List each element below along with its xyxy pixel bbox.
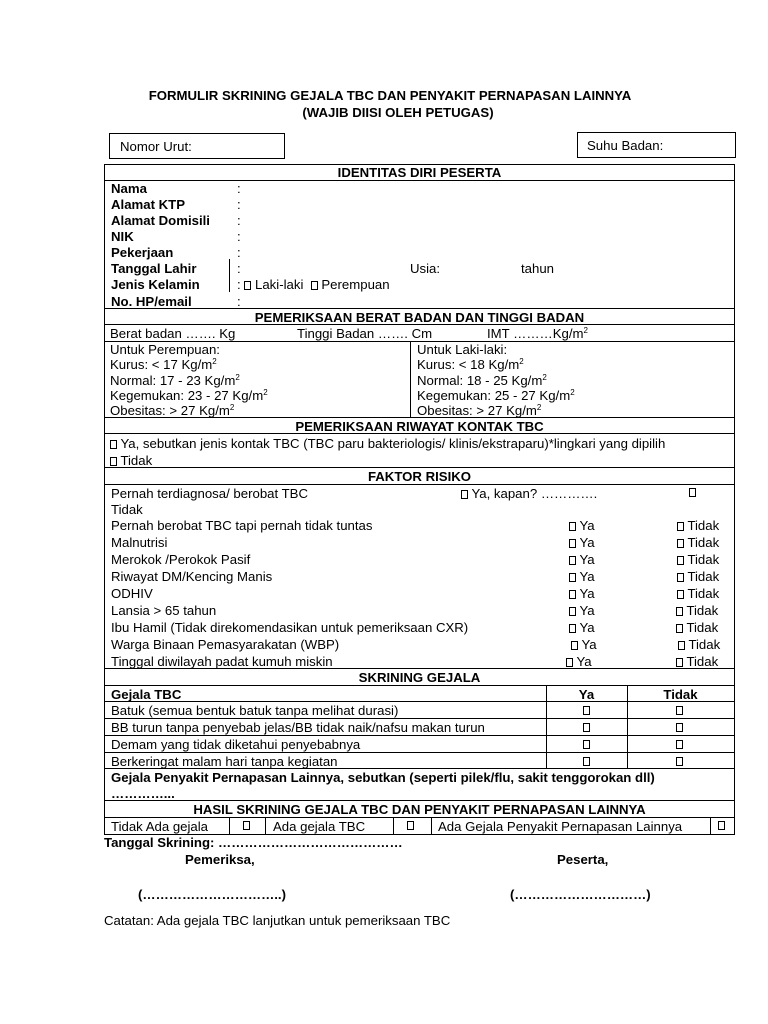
risiko-tidak-label: Tidak xyxy=(686,603,719,618)
identitas-header: IDENTITAS DIRI PESERTA xyxy=(337,165,502,180)
risiko-label: ODHIV xyxy=(111,586,153,601)
gejala-lain-line2[interactable]: …………... xyxy=(111,786,175,801)
kontak-ya-checkbox[interactable] xyxy=(110,440,117,449)
tanggal-skrining[interactable]: Tanggal Skrining: …………………………………… xyxy=(104,835,403,850)
risiko-tidak-label: Tidak xyxy=(687,552,720,567)
hasil-opt1-checkbox[interactable] xyxy=(243,821,250,830)
laki-kurus-text: Kurus: < 18 Kg/m xyxy=(417,357,520,372)
risiko-tidak-option xyxy=(678,638,720,651)
risiko-tidak-option xyxy=(677,519,719,532)
hasil-opt2-label: Ada gejala TBC xyxy=(273,819,366,834)
kontak-header: PEMERIKSAAN RIWAYAT KONTAK TBC xyxy=(295,419,544,434)
form-subtitle: (WAJIB DIISI OLEH PETUGAS) xyxy=(302,105,494,120)
gejala-tidak-checkbox[interactable] xyxy=(676,740,683,749)
risiko-tidak-checkbox[interactable] xyxy=(676,607,683,616)
risiko-ya-label: Ya xyxy=(581,637,597,652)
risiko-tidak-option xyxy=(676,604,718,617)
hasil-header: HASIL SKRINING GEJALA TBC DAN PENYAKIT PERNAPASAN LAINNYA xyxy=(193,802,646,817)
laki-normal xyxy=(417,374,547,387)
imt-field[interactable] xyxy=(487,327,588,340)
risiko-tidak-label: Tidak xyxy=(686,654,719,669)
risiko-tidak-checkbox[interactable] xyxy=(677,573,684,582)
risiko-ya-option xyxy=(569,536,595,549)
sup: 2 xyxy=(519,357,524,366)
gejala-col-tidak: Tidak xyxy=(663,687,698,702)
tahun-label: tahun xyxy=(521,261,555,276)
risiko-tidak-checkbox[interactable] xyxy=(676,624,683,633)
form-title: FORMULIR SKRINING GEJALA TBC DAN PENYAKIT PERNAPASAN LAINNYA xyxy=(148,88,632,103)
laki-laki-label: Laki-laki xyxy=(255,277,304,292)
peserta-label: Peserta, xyxy=(557,852,609,867)
laki-gemuk-text: Kegemukan: 25 - 27 Kg/m xyxy=(417,388,571,403)
risiko-label: Pernah berobat TBC tapi pernah tidak tuntas xyxy=(111,518,373,533)
nomor-urut-field[interactable] xyxy=(109,133,285,159)
laki-obes-text: Obesitas: > 27 Kg/m xyxy=(417,403,537,418)
sup: 2 xyxy=(263,388,268,397)
hasil-opt3-label: Ada Gejala Penyakit Pernapasan Lainnya xyxy=(438,819,683,834)
berat-badan-field[interactable]: Berat badan ……. Kg xyxy=(110,326,236,341)
risiko-ya-label: Ya xyxy=(576,654,592,669)
perempuan-title: Untuk Perempuan: xyxy=(110,342,220,357)
gejala-tidak-checkbox[interactable] xyxy=(676,757,683,766)
tanggal-lahir-field[interactable]: : xyxy=(237,261,241,276)
risiko-ya-checkbox[interactable] xyxy=(569,556,576,565)
risiko-ya-checkbox[interactable] xyxy=(569,539,576,548)
laki-laki-checkbox[interactable] xyxy=(244,281,251,290)
sup: 2 xyxy=(235,373,240,382)
laki-gemuk xyxy=(417,389,575,402)
perempuan-gemuk xyxy=(110,389,268,402)
risiko-first-ya-checkbox[interactable] xyxy=(461,490,468,499)
perempuan-gemuk-text: Kegemukan: 23 - 27 Kg/m xyxy=(110,388,264,403)
perempuan-normal-text: Normal: 17 - 23 Kg/m xyxy=(110,373,236,388)
pemeriksa-label: Pemeriksa, xyxy=(185,852,255,867)
perempuan-obes xyxy=(110,404,234,417)
gejala-label: Berkeringat malam hari tanpa kegiatan xyxy=(111,754,338,769)
risiko-first-label: Pernah terdiagnosa/ berobat TBC xyxy=(111,486,308,501)
risiko-tidak-option xyxy=(676,655,718,668)
risiko-first-tidak-label: Tidak xyxy=(111,502,143,517)
pekerjaan-label: Pekerjaan xyxy=(111,245,174,260)
risiko-ya-option xyxy=(569,621,595,634)
risiko-tidak-checkbox[interactable] xyxy=(676,658,683,667)
gejala-label: BB turun tanpa penyebab jelas/BB tidak naik/nafsu makan turun xyxy=(111,720,485,735)
risiko-tidak-checkbox[interactable] xyxy=(677,522,684,531)
kontak-ya-label: Ya, sebutkan jenis kontak TBC (TBC paru bakteriologis/ klinis/ekstraparu)*lingkari yang dipilih xyxy=(120,436,666,451)
risiko-tidak-option xyxy=(677,536,719,549)
risiko-ya-checkbox[interactable] xyxy=(569,607,576,616)
risiko-header: FAKTOR RISIKO xyxy=(367,469,472,484)
bb-header: PEMERIKSAAN BERAT BADAN DAN TINGGI BADAN xyxy=(254,310,585,325)
imt-sup: 2 xyxy=(583,326,588,335)
risiko-first-ya-label: Ya, kapan? …………. xyxy=(471,486,598,501)
imt-text: IMT ………Kg/m xyxy=(487,326,584,341)
gejala-ya-checkbox[interactable] xyxy=(583,757,590,766)
risiko-label: Merokok /Perokok Pasif xyxy=(111,552,251,567)
alamat-ktp-field[interactable]: : xyxy=(237,197,241,212)
jenis-kelamin-label: Jenis Kelamin xyxy=(111,277,200,292)
risiko-tidak-checkbox[interactable] xyxy=(678,641,685,650)
nik-label: NIK xyxy=(111,229,134,244)
risiko-ya-checkbox[interactable] xyxy=(571,641,578,650)
risiko-ya-checkbox[interactable] xyxy=(569,573,576,582)
tanggal-lahir-label: Tanggal Lahir xyxy=(111,261,197,276)
risiko-label: Ibu Hamil (Tidak direkomendasikan untuk pemeriksaan CXR) xyxy=(111,620,469,635)
risiko-tidak-label: Tidak xyxy=(687,518,720,533)
perempuan-kurus-text: Kurus: < 17 Kg/m xyxy=(110,357,213,372)
jenis-kelamin-options xyxy=(237,278,390,291)
hasil-opt2-checkbox[interactable] xyxy=(407,821,414,830)
risiko-ya-label: Ya xyxy=(579,569,595,584)
risiko-ya-label: Ya xyxy=(579,620,595,635)
pemeriksa-signature[interactable]: (…………………………..) xyxy=(138,887,286,902)
risiko-ya-checkbox[interactable] xyxy=(569,624,576,633)
perempuan-label: Perempuan xyxy=(321,277,390,292)
tinggi-badan-field[interactable]: Tinggi Badan ……. Cm xyxy=(297,326,433,341)
colon: : xyxy=(237,277,241,292)
risiko-ya-option xyxy=(569,604,595,617)
sup: 2 xyxy=(570,388,575,397)
kontak-ya-option xyxy=(110,437,665,450)
sup: 2 xyxy=(212,357,217,366)
gejala-label: Batuk (semua bentuk batuk tanpa melihat durasi) xyxy=(111,703,399,718)
laki-title: Untuk Laki-laki: xyxy=(417,342,508,357)
perempuan-kurus xyxy=(110,358,217,371)
gejala-lain-line1: Gejala Penyakit Pernapasan Lainnya, sebutkan (seperti pilek/flu, sakit tenggorokan dll) xyxy=(111,770,655,785)
perempuan-checkbox[interactable] xyxy=(311,281,318,290)
risiko-ya-option xyxy=(569,570,595,583)
alamat-ktp-label: Alamat KTP xyxy=(111,197,186,212)
suhu-badan-label: Suhu Badan: xyxy=(587,138,664,153)
gejala-tidak-checkbox[interactable] xyxy=(676,723,683,732)
gejala-col-ya: Ya xyxy=(578,687,595,702)
gejala-ya-checkbox[interactable] xyxy=(583,723,590,732)
risiko-label: Malnutrisi xyxy=(111,535,168,550)
kontak-tidak-label: Tidak xyxy=(120,453,153,468)
risiko-ya-label: Ya xyxy=(579,552,595,567)
risiko-first-tidak-checkbox[interactable] xyxy=(689,488,696,497)
risiko-tidak-label: Tidak xyxy=(687,586,720,601)
risiko-ya-checkbox[interactable] xyxy=(566,658,573,667)
risiko-tidak-option xyxy=(677,570,719,583)
kontak-tidak-option xyxy=(110,454,152,467)
gejala-header: SKRINING GEJALA xyxy=(358,670,481,685)
risiko-label: Riwayat DM/Kencing Manis xyxy=(111,569,273,584)
nik-field[interactable]: : xyxy=(237,229,241,244)
gejala-ya-checkbox[interactable] xyxy=(583,706,590,715)
usia-label: Usia: xyxy=(410,261,441,276)
gejala-ya-checkbox[interactable] xyxy=(583,740,590,749)
risiko-tidak-label: Tidak xyxy=(687,569,720,584)
nama-field[interactable]: : xyxy=(237,181,241,196)
risiko-ya-option xyxy=(569,553,595,566)
risiko-ya-label: Ya xyxy=(579,603,595,618)
kontak-tidak-checkbox[interactable] xyxy=(110,457,117,466)
risiko-tidak-label: Tidak xyxy=(688,637,721,652)
risiko-tidak-checkbox[interactable] xyxy=(677,539,684,548)
no-hp-field[interactable]: : xyxy=(237,294,241,309)
risiko-ya-checkbox[interactable] xyxy=(569,590,576,599)
risiko-ya-option xyxy=(569,519,595,532)
risiko-tidak-label: Tidak xyxy=(687,535,720,550)
gejala-col-label: Gejala TBC xyxy=(111,687,182,702)
risiko-ya-option xyxy=(566,655,592,668)
risiko-ya-checkbox[interactable] xyxy=(569,522,576,531)
risiko-ya-option xyxy=(569,587,595,600)
risiko-first-ya xyxy=(461,487,597,500)
catatan: Catatan: Ada gejala TBC lanjutkan untuk pemeriksaan TBC xyxy=(104,913,451,928)
risiko-label: Tinggal diwilayah padat kumuh miskin xyxy=(111,654,333,669)
laki-normal-text: Normal: 18 - 25 Kg/m xyxy=(417,373,543,388)
perempuan-obes-text: Obesitas: > 27 Kg/m xyxy=(110,403,230,418)
risiko-tidak-label: Tidak xyxy=(686,620,719,635)
no-hp-label: No. HP/email xyxy=(111,294,192,309)
sup: 2 xyxy=(536,403,542,412)
risiko-label: Lansia > 65 tahun xyxy=(111,603,217,618)
gejala-tidak-checkbox[interactable] xyxy=(676,706,683,715)
hasil-opt3-checkbox[interactable] xyxy=(718,821,725,830)
risiko-ya-option xyxy=(571,638,597,651)
peserta-signature[interactable]: (…………………………) xyxy=(510,887,651,902)
suhu-badan-field[interactable] xyxy=(577,132,736,158)
risiko-ya-label: Ya xyxy=(579,535,595,550)
pekerjaan-field[interactable]: : xyxy=(237,245,241,260)
hasil-opt1-label: Tidak Ada gejala xyxy=(111,819,209,834)
perempuan-normal xyxy=(110,374,240,387)
sup: 2 xyxy=(229,403,235,412)
gejala-label: Demam yang tidak diketahui penyebabnya xyxy=(111,737,361,752)
risiko-ya-label: Ya xyxy=(579,586,595,601)
laki-obes xyxy=(417,404,541,417)
alamat-domisili-label: Alamat Domisili xyxy=(111,213,210,228)
alamat-domisili-field[interactable]: : xyxy=(237,213,241,228)
risiko-tidak-checkbox[interactable] xyxy=(677,556,684,565)
nomor-urut-label: Nomor Urut: xyxy=(120,139,192,154)
nama-label: Nama xyxy=(111,181,147,196)
risiko-tidak-option xyxy=(676,621,718,634)
risiko-ya-label: Ya xyxy=(579,518,595,533)
risiko-tidak-checkbox[interactable] xyxy=(677,590,684,599)
risiko-tidak-option xyxy=(677,553,719,566)
laki-kurus xyxy=(417,358,524,371)
risiko-label: Warga Binaan Pemasyarakatan (WBP) xyxy=(111,637,340,652)
sup: 2 xyxy=(542,373,547,382)
risiko-tidak-option xyxy=(677,587,719,600)
